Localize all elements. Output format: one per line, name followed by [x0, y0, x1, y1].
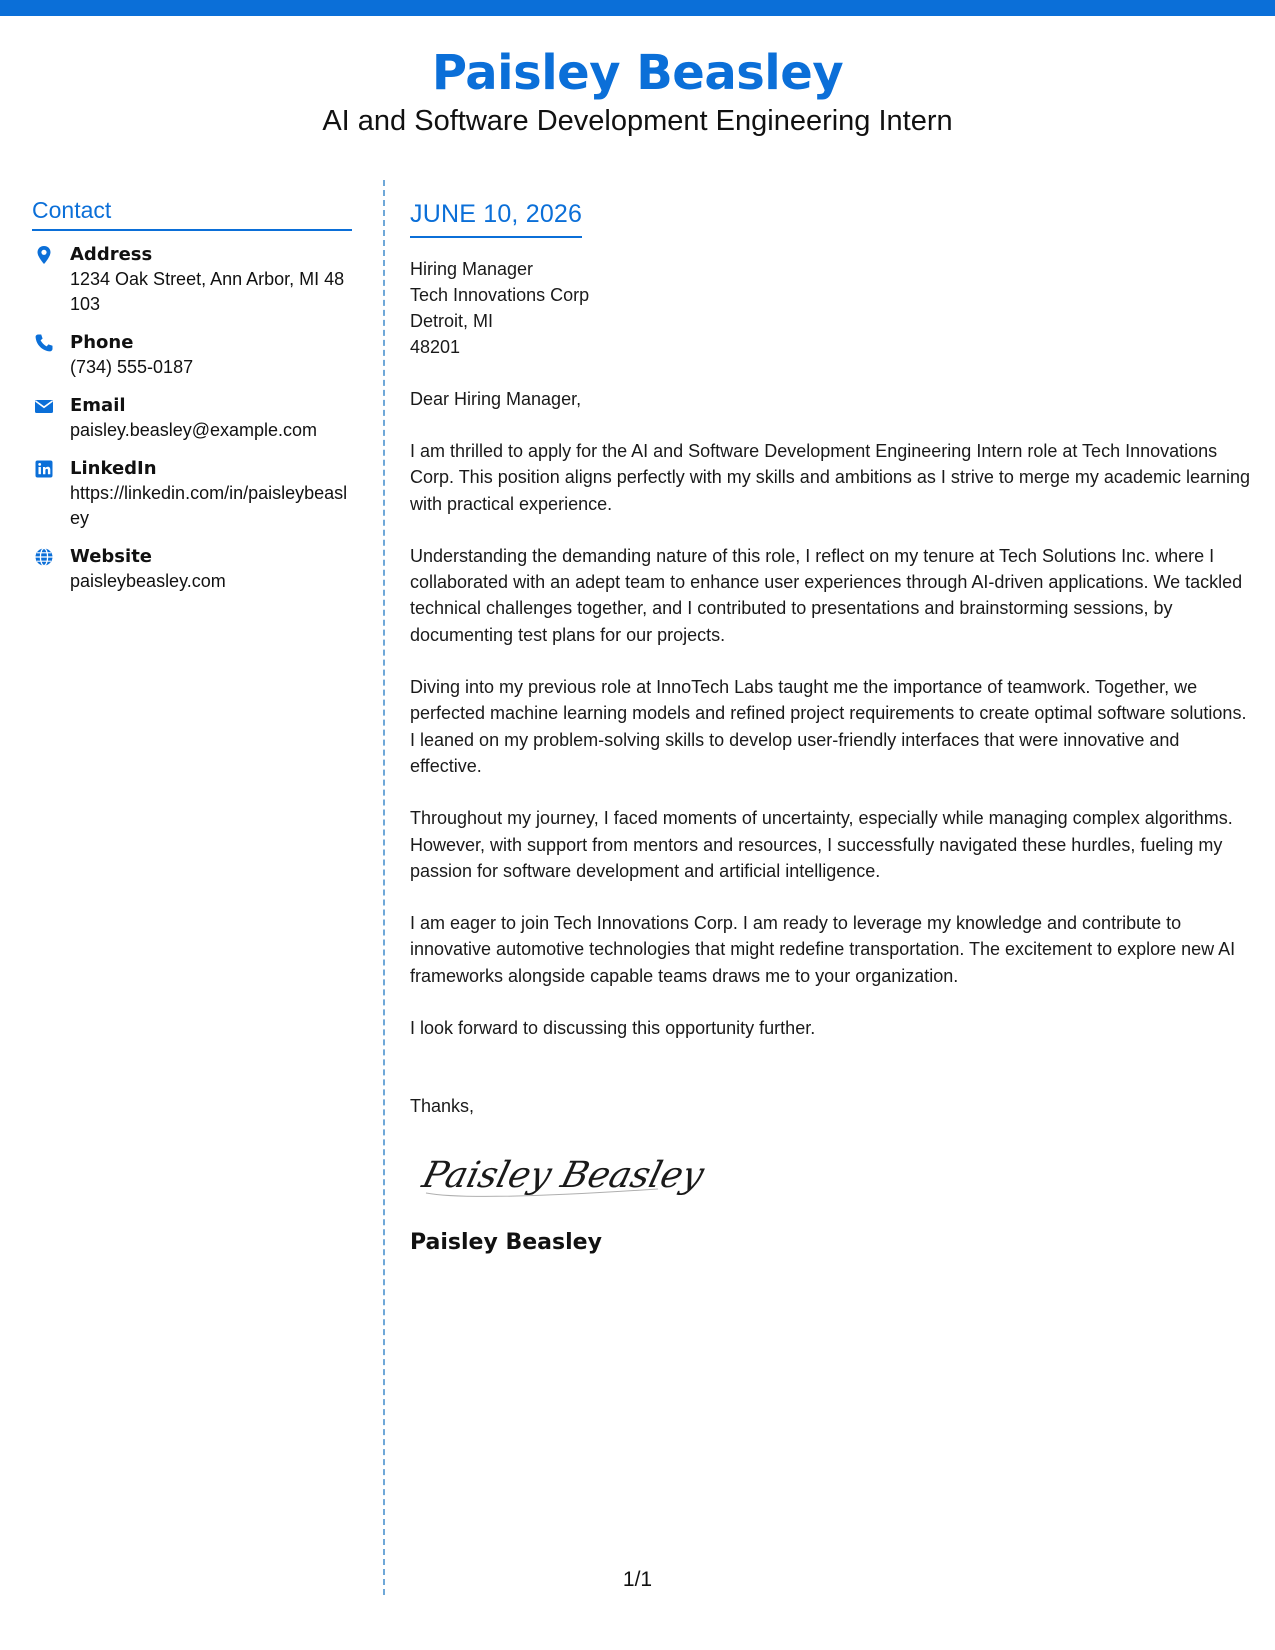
contact-value-website[interactable]: paisleybeasley.com	[70, 571, 226, 591]
globe-icon	[34, 547, 54, 567]
contact-value-phone: (734) 555-0187	[70, 357, 194, 377]
contact-item-address	[32, 243, 352, 317]
contact-label-address: Address	[70, 244, 153, 265]
column-divider	[383, 180, 385, 1595]
email-icon	[34, 396, 54, 416]
recipient-block	[410, 256, 1255, 360]
contact-list	[32, 243, 352, 594]
letter-paragraph: Diving into my previous role at InnoTech Labs taught me the importance of teamwork. Together, we perfected machine learning models and refined project requirements to create optimal software solutions. I leaned on my problem-solving skills to develop user-friendly interfaces that were innovative and effective.	[410, 677, 1247, 776]
letter-paragraph: Throughout my journey, I faced moments of uncertainty, especially while managing complex algorithms. However, with support from mentors and resources, I successfully navigated these hurdles, fueling my passion for software development and artificial intelligence.	[410, 808, 1233, 881]
svg-text:Paisley Beasley: Paisley Beasley	[418, 1153, 709, 1197]
phone-icon	[34, 333, 54, 353]
contact-heading: Contact	[32, 195, 352, 231]
letter-paragraph: I am eager to join Tech Innovations Corp. I am ready to leverage my knowledge and contribute to innovative automotive technologies that might redefine transportation. The excitement to explore new AI frameworks alongside capable teams draws me to your organization.	[410, 913, 1236, 986]
linkedin-icon	[34, 459, 54, 479]
handwritten-signature	[418, 1141, 1255, 1211]
letter-body	[410, 198, 1255, 1257]
closing: Thanks,	[410, 1096, 475, 1117]
recipient-line: Detroit, MI	[410, 311, 494, 331]
contact-label-linkedin: LinkedIn	[70, 458, 157, 479]
contact-label-phone: Phone	[70, 332, 134, 353]
salutation: Dear Hiring Manager,	[410, 389, 582, 409]
recipient-line: Hiring Manager	[410, 259, 534, 279]
page-number: 1/1	[622, 1568, 653, 1591]
contact-label-email: Email	[70, 395, 126, 416]
contact-value-address: 1234 Oak Street, Ann Arbor, MI 48103	[70, 269, 345, 314]
top-accent-bar	[0, 0, 1275, 16]
applicant-name: Paisley Beasley	[431, 45, 844, 101]
contact-item-website	[32, 545, 352, 594]
letter-date: JUNE 10, 2026	[410, 198, 582, 238]
recipient-line: 48201	[410, 337, 461, 357]
contact-label-website: Website	[70, 546, 153, 567]
contact-value-email: paisley.beasley@example.com	[70, 420, 318, 440]
contact-value-linkedin[interactable]: https://linkedin.com/in/paisleybeasley	[70, 483, 348, 528]
location-pin-icon	[34, 245, 54, 265]
contact-item-email	[32, 394, 352, 443]
contact-item-phone	[32, 331, 352, 380]
letter-paragraph: Understanding the demanding nature of this role, I reflect on my tenure at Tech Solutions Inc. where I collaborated with an adept team to enhance user experiences through AI-driven applications. We tackled technical challenges together, and I contributed to presentations and brainstorming sessions, by documenting test plans for our projects.	[410, 545, 1243, 645]
applicant-title: AI and Software Development Engineering Intern	[322, 105, 953, 137]
contact-sidebar	[32, 195, 352, 608]
contact-item-linkedin	[32, 457, 352, 531]
letter-header	[0, 40, 1275, 140]
letter-paragraph: I am thrilled to apply for the AI and Software Development Engineering Intern role at Tech Innovations Corp. This position aligns perfectly with my skills and ambitions as I strive to merge my academic learning with practical experience.	[410, 441, 1251, 514]
letter-paragraph: I look forward to discussing this opportunity further.	[410, 1018, 816, 1039]
signer-name: Paisley Beasley	[410, 1230, 602, 1256]
recipient-line: Tech Innovations Corp	[410, 285, 590, 305]
